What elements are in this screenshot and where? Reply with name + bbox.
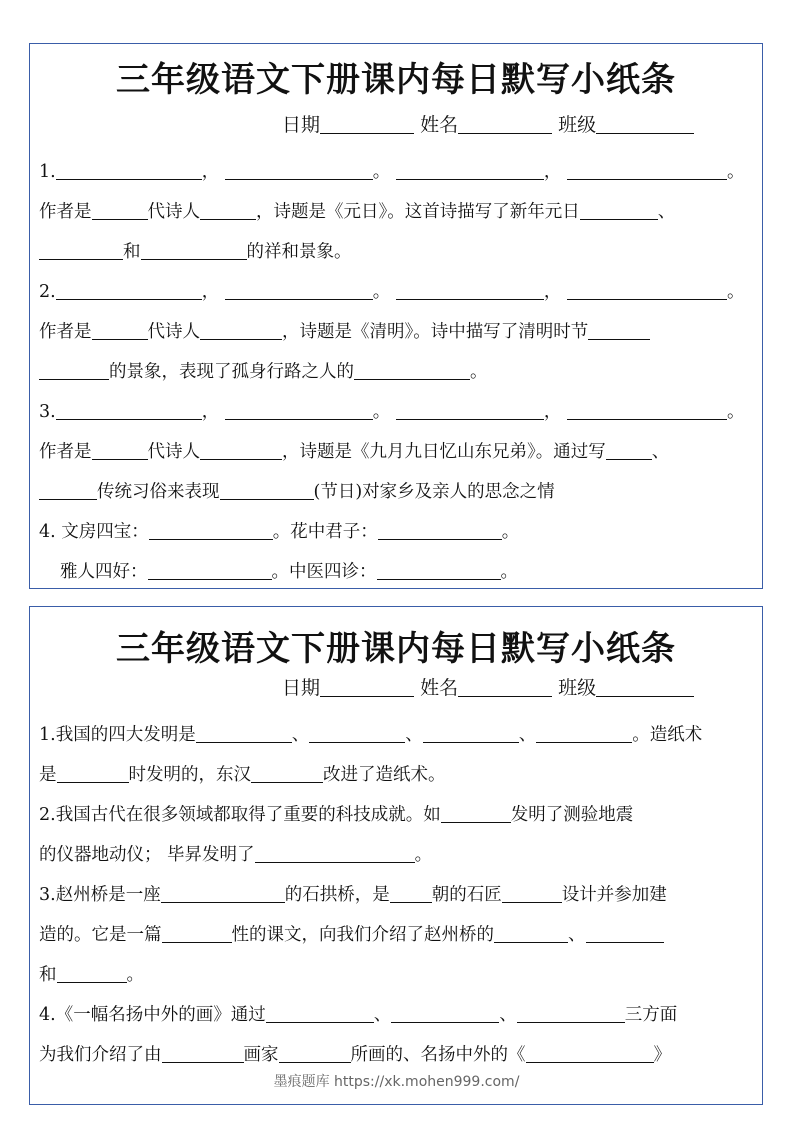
prompt-text: 的仪器地动仪； 毕昇发明了 xyxy=(39,845,255,865)
punct: ， xyxy=(201,162,220,182)
answer-blank[interactable] xyxy=(148,561,272,580)
prompt-text: 为我们介绍了由 xyxy=(39,1045,162,1065)
class-label: 班级 xyxy=(558,114,597,136)
prompt-text: 。中医四诊： xyxy=(271,562,377,582)
answer-blank[interactable] xyxy=(606,441,652,460)
prompt-text: 所画的、名扬中外的《 xyxy=(350,1045,526,1065)
answer-blank[interactable] xyxy=(266,1004,374,1023)
prompt-text: 4.《一幅名扬中外的画》通过 xyxy=(39,1005,266,1025)
prompt-text: ，诗题是《九月九日忆山东兄弟》。通过写 xyxy=(282,442,606,462)
answer-blank[interactable] xyxy=(309,724,405,743)
punct: 。 xyxy=(126,965,144,985)
question-number: 1. xyxy=(39,162,56,182)
answer-blank[interactable] xyxy=(200,201,256,220)
answer-blank[interactable] xyxy=(56,281,202,300)
answer-blank[interactable] xyxy=(354,361,470,380)
prompt-text: 3.赵州桥是一座 xyxy=(39,885,161,905)
answer-blank[interactable] xyxy=(39,361,109,380)
answer-blank[interactable] xyxy=(396,401,544,420)
answer-blank[interactable] xyxy=(56,161,202,180)
punct: ， xyxy=(543,162,562,182)
header-fields xyxy=(282,110,694,137)
punct: 。 xyxy=(372,162,391,182)
prompt-text: 朝的石匠 xyxy=(431,885,502,905)
name-label: 姓名 xyxy=(420,677,459,699)
question-2-poem xyxy=(39,280,744,304)
punct: 。 xyxy=(372,402,391,422)
answer-blank[interactable] xyxy=(588,321,650,340)
prompt-text: 4. 文房四宝： xyxy=(39,522,149,542)
prompt-text: 、 xyxy=(651,442,670,462)
prompt-text: ，诗题是《元日》。这首诗描写了新年元日 xyxy=(256,202,580,222)
prompt-text: 2.我国古代在很多领域都取得了重要的科技成就。如 xyxy=(39,805,441,825)
page-title: 三年级语文下册课内每日默写小纸条 xyxy=(116,60,676,100)
question-3-line-3 xyxy=(39,963,144,987)
answer-blank[interactable] xyxy=(225,401,373,420)
prompt-text: 时发明的，东汉 xyxy=(128,765,251,785)
answer-blank[interactable] xyxy=(255,844,415,863)
answer-blank[interactable] xyxy=(92,321,148,340)
answer-blank[interactable] xyxy=(225,281,373,300)
question-2-author xyxy=(39,320,650,344)
prompt-text: 的景象，表现了孤身行路之人的 xyxy=(109,362,354,382)
punct: 。 xyxy=(726,402,745,422)
punct: 、 xyxy=(405,725,423,745)
answer-blank[interactable] xyxy=(279,1044,351,1063)
question-1-poem xyxy=(39,160,744,184)
question-1-scene xyxy=(39,240,352,264)
answer-blank[interactable] xyxy=(39,241,123,260)
question-1-author xyxy=(39,200,675,224)
name-blank[interactable] xyxy=(458,678,552,697)
answer-blank[interactable] xyxy=(391,1004,499,1023)
answer-blank[interactable] xyxy=(378,521,502,540)
punct: ， xyxy=(543,402,562,422)
prompt-text: 。 xyxy=(470,362,488,382)
question-4-line-1 xyxy=(39,1003,677,1027)
date-label: 日期 xyxy=(282,114,321,136)
question-4-row-2 xyxy=(60,560,518,584)
prompt-text: 》 xyxy=(653,1045,671,1065)
answer-blank[interactable] xyxy=(494,924,568,943)
prompt-text: 1.我国的四大发明是 xyxy=(39,725,196,745)
prompt-text: 设计并参加建 xyxy=(561,885,667,905)
answer-blank[interactable] xyxy=(251,764,323,783)
prompt-text: 代诗人 xyxy=(147,202,200,222)
question-4-line-2 xyxy=(39,1043,671,1067)
question-3-line-1 xyxy=(39,883,667,907)
answer-blank[interactable] xyxy=(580,201,658,220)
prompt-text: 的祥和景象。 xyxy=(246,242,352,262)
punct: 、 xyxy=(518,725,537,745)
question-4-row-1 xyxy=(39,520,519,544)
answer-blank[interactable] xyxy=(567,161,727,180)
class-blank[interactable] xyxy=(596,678,694,697)
answer-blank[interactable] xyxy=(377,561,501,580)
answer-blank[interactable] xyxy=(200,441,282,460)
question-number: 2. xyxy=(39,282,56,302)
date-blank[interactable] xyxy=(320,678,414,697)
answer-blank[interactable] xyxy=(390,884,432,903)
prompt-text: 性的课文，向我们介绍了赵州桥的 xyxy=(231,925,494,945)
punct: 。 xyxy=(726,282,745,302)
punct: 。 xyxy=(726,162,745,182)
worksheet-card-1 xyxy=(29,43,763,589)
answer-blank[interactable] xyxy=(586,924,664,943)
answer-blank[interactable] xyxy=(141,241,247,260)
name-blank[interactable] xyxy=(458,115,552,134)
prompt-text: 。 xyxy=(501,522,520,542)
answer-blank[interactable] xyxy=(39,481,97,500)
header-fields xyxy=(282,673,694,700)
answer-blank[interactable] xyxy=(149,521,273,540)
prompt-text: 作者是 xyxy=(39,202,92,222)
question-3-line-2 xyxy=(39,923,664,947)
prompt-text: 代诗人 xyxy=(147,442,200,462)
prompt-text: 和 xyxy=(123,242,141,262)
prompt-text: 和 xyxy=(39,965,57,985)
worksheet-card-2 xyxy=(29,606,763,1105)
prompt-text: 代诗人 xyxy=(147,322,200,342)
prompt-text: 造的。它是一篇 xyxy=(39,925,162,945)
prompt-text: 画家 xyxy=(243,1045,279,1065)
question-2-line-1 xyxy=(39,803,633,827)
answer-blank[interactable] xyxy=(567,401,727,420)
punct: 、 xyxy=(499,1005,517,1025)
punct: 。 xyxy=(372,282,391,302)
prompt-text: 。 xyxy=(414,845,433,865)
answer-blank[interactable] xyxy=(57,964,127,983)
prompt-text: 作者是 xyxy=(39,322,92,342)
punct: ， xyxy=(543,282,562,302)
punct: ， xyxy=(201,282,220,302)
question-number: 3. xyxy=(39,402,56,422)
answer-blank[interactable] xyxy=(526,1044,654,1063)
answer-blank[interactable] xyxy=(517,1004,625,1023)
date-blank[interactable] xyxy=(320,115,414,134)
answer-blank[interactable] xyxy=(162,924,232,943)
answer-blank[interactable] xyxy=(396,281,544,300)
prompt-text: 是 xyxy=(39,765,57,785)
answer-blank[interactable] xyxy=(396,161,544,180)
punct: 、 xyxy=(291,725,310,745)
answer-blank[interactable] xyxy=(225,161,373,180)
answer-blank[interactable] xyxy=(92,201,148,220)
prompt-text: (节日)对家乡及亲人的思念之情 xyxy=(313,482,555,502)
prompt-text: ，诗题是《清明》。诗中描写了清明时节 xyxy=(282,322,589,342)
answer-blank[interactable] xyxy=(220,481,314,500)
question-2-scene xyxy=(39,360,488,384)
answer-blank[interactable] xyxy=(161,884,285,903)
prompt-text: 、 xyxy=(657,202,676,222)
punct: 、 xyxy=(568,925,586,945)
question-2-line-2 xyxy=(39,843,432,867)
prompt-text: 传统习俗来表现 xyxy=(97,482,220,502)
answer-blank[interactable] xyxy=(196,724,292,743)
question-1-line-2 xyxy=(39,763,446,787)
answer-blank[interactable] xyxy=(423,724,519,743)
prompt-text: 。花中君子： xyxy=(272,522,378,542)
prompt-text: 三方面 xyxy=(624,1005,678,1025)
question-1-line-1 xyxy=(39,723,702,747)
prompt-text: 改进了造纸术。 xyxy=(323,765,446,785)
question-3-author xyxy=(39,440,669,464)
answer-blank[interactable] xyxy=(441,804,511,823)
question-3-poem xyxy=(39,400,744,424)
prompt-text: 雅人四好： xyxy=(60,562,148,582)
date-label: 日期 xyxy=(282,677,321,699)
answer-blank[interactable] xyxy=(567,281,727,300)
question-3-theme xyxy=(39,480,555,504)
page-title: 三年级语文下册课内每日默写小纸条 xyxy=(116,629,676,669)
prompt-text: 的石拱桥，是 xyxy=(284,885,390,905)
answer-blank[interactable] xyxy=(502,884,562,903)
name-label: 姓名 xyxy=(420,114,459,136)
prompt-text: 发明了测验地震 xyxy=(510,805,634,825)
class-label: 班级 xyxy=(558,677,597,699)
answer-blank[interactable] xyxy=(162,1044,244,1063)
answer-blank[interactable] xyxy=(200,321,282,340)
punct: ， xyxy=(201,402,220,422)
prompt-text: 。造纸术 xyxy=(632,725,703,745)
answer-blank[interactable] xyxy=(536,724,632,743)
source-watermark: 墨痕题库 https://xk.mohen999.com/ xyxy=(273,1074,520,1090)
class-blank[interactable] xyxy=(596,115,694,134)
answer-blank[interactable] xyxy=(57,764,129,783)
prompt-text: 。 xyxy=(500,562,518,582)
answer-blank[interactable] xyxy=(92,441,148,460)
prompt-text: 作者是 xyxy=(39,442,92,462)
answer-blank[interactable] xyxy=(56,401,202,420)
punct: 、 xyxy=(373,1005,392,1025)
